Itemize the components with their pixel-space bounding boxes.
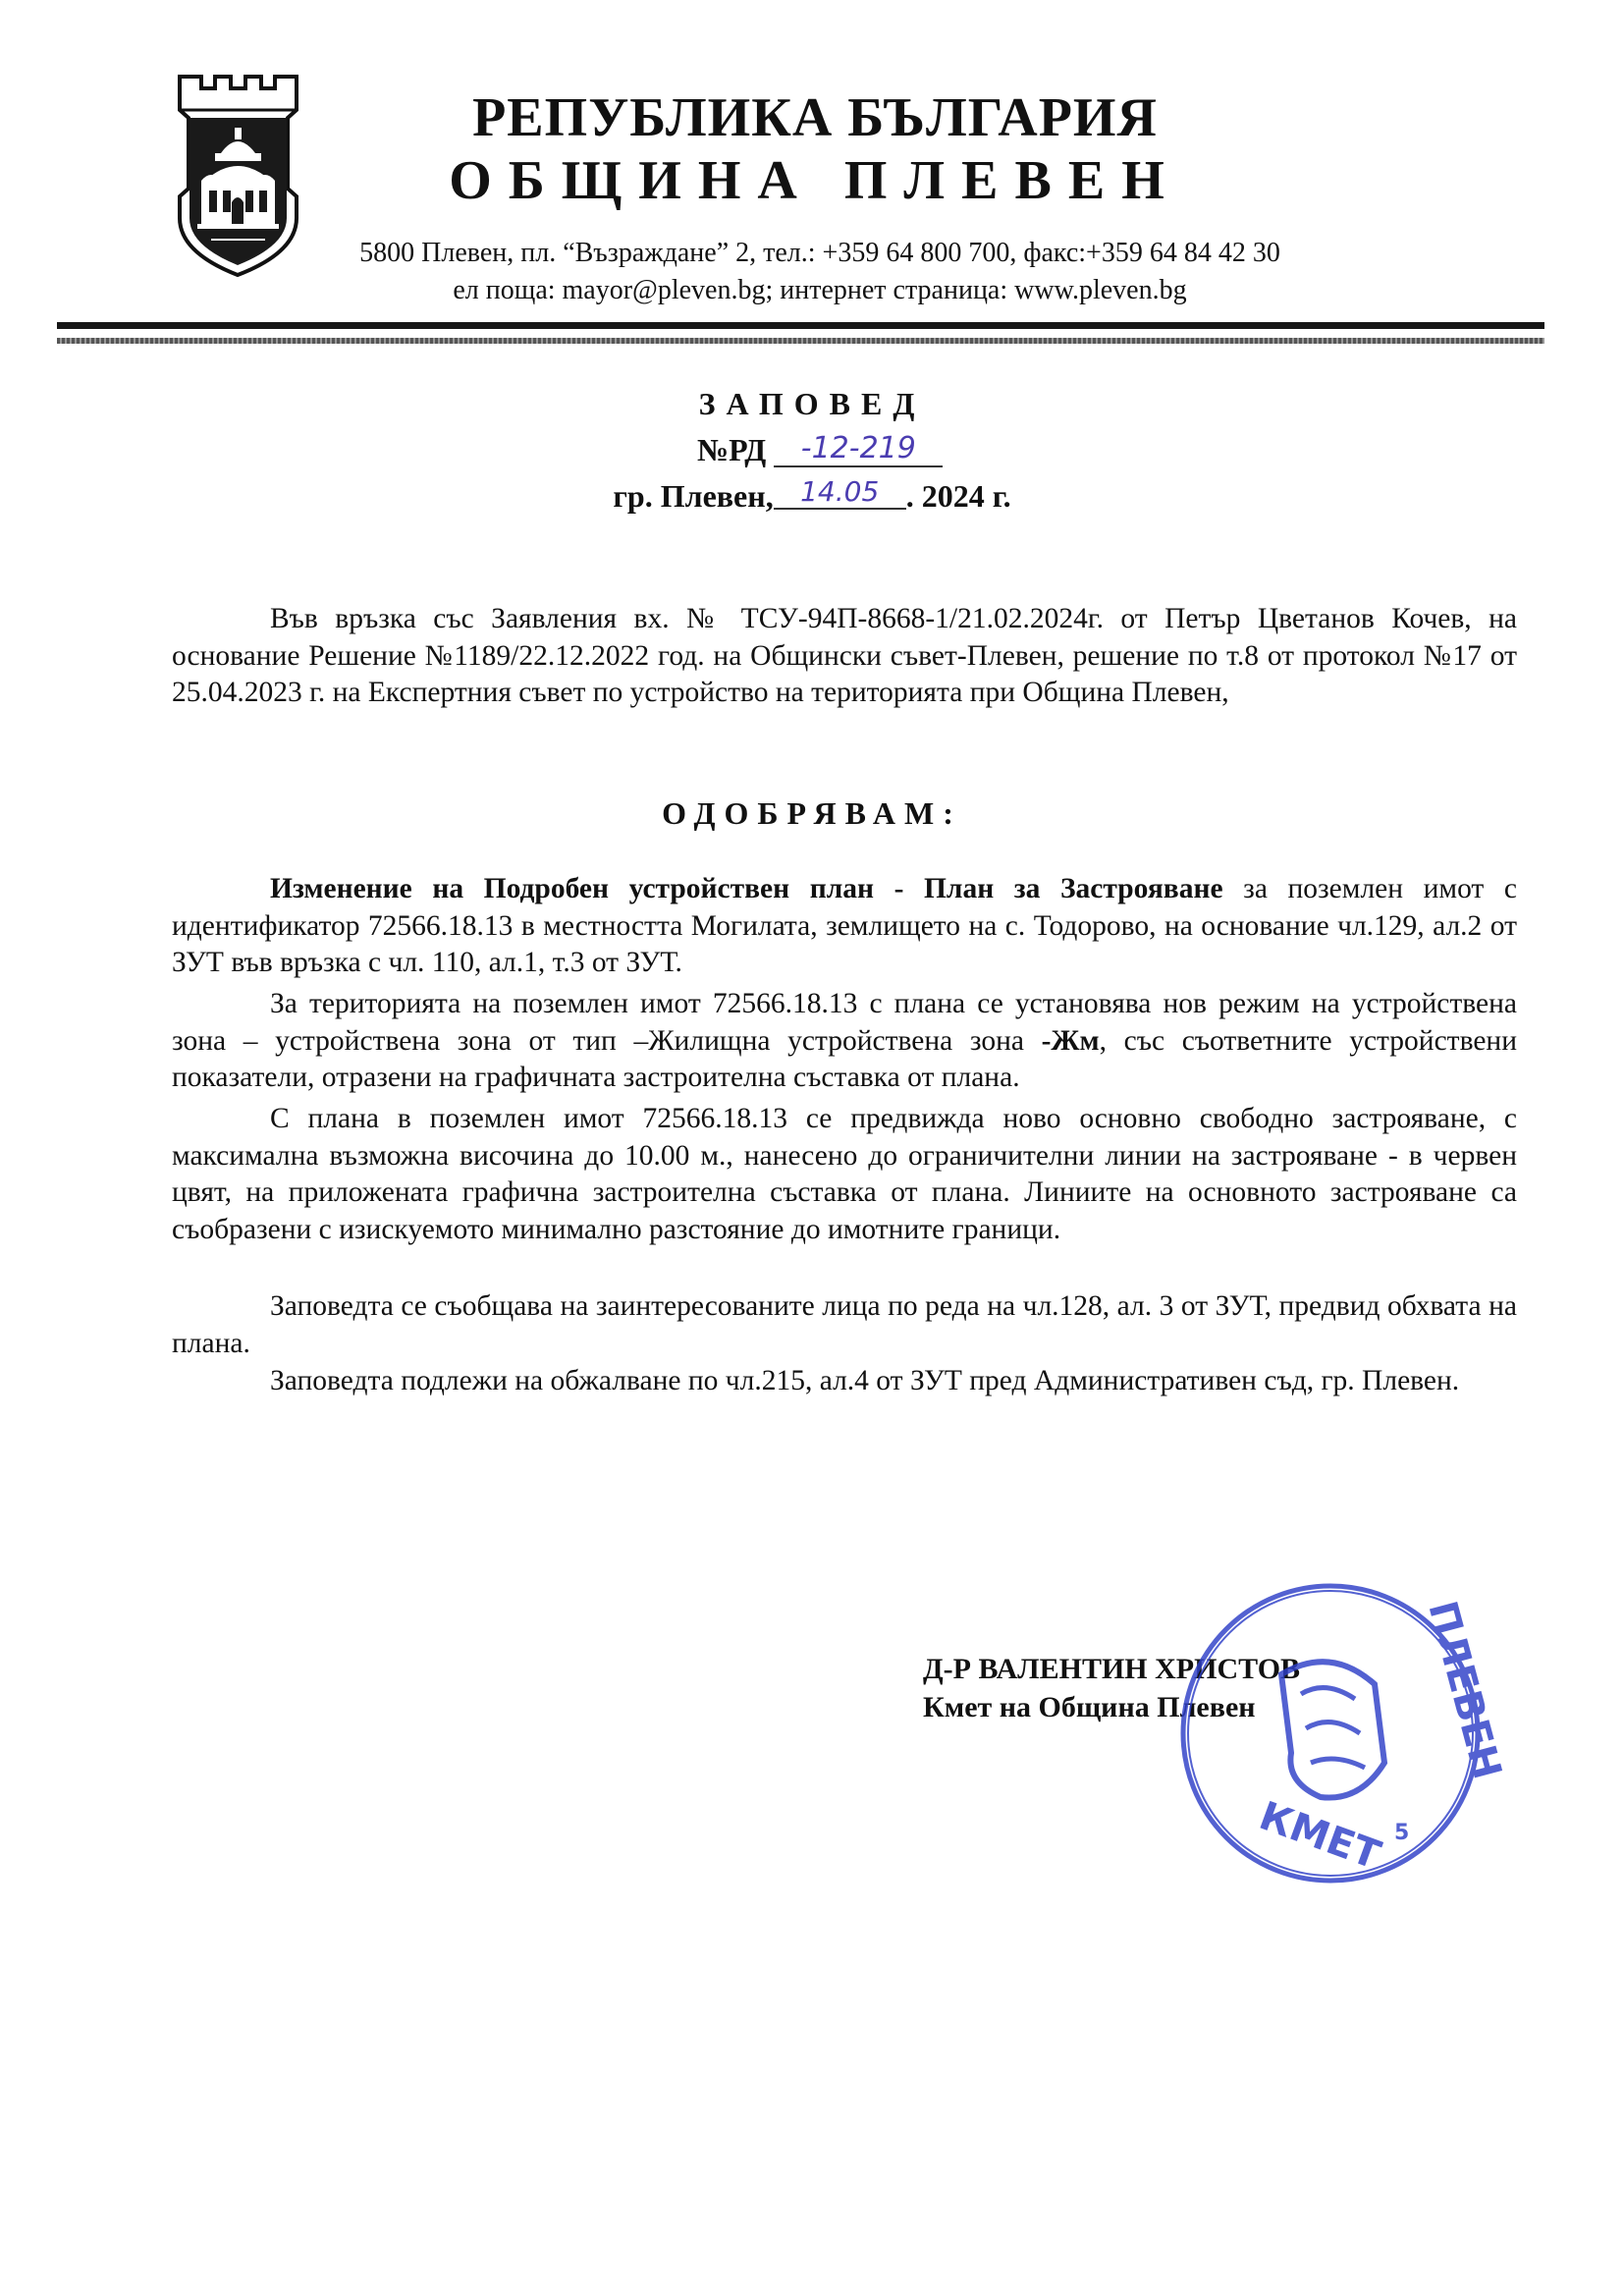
appeal-paragraph: Заповедта подлежи на обжалване по чл.215, ал.4 от ЗУТ пред Административен съд, гр. Плевен. <box>270 1365 1460 1396</box>
official-stamp-icon <box>1164 1566 1510 1890</box>
stamp-text-top: ПЛЕВЕН <box>1419 1596 1510 1784</box>
order-number-prefix: №РД <box>697 432 767 467</box>
order-year: . 2024 г. <box>905 478 1011 514</box>
order-place: гр. Плевен, <box>613 478 774 514</box>
header-divider <box>57 322 1544 329</box>
order-number-handwritten: -12-219 <box>774 431 943 467</box>
signatory-name: Д-Р ВАЛЕНТИН ХРИСТОВ <box>923 1653 1301 1685</box>
signatory-position: Кмет на Община Плевен <box>923 1691 1256 1723</box>
approval-details: за поземлен имот с идентификатор 72566.18.13 в местността Могилата, землището на с. Тодорово, на основание чл.129, ал.2 от ЗУТ във връзка с чл. 110, ал.1, т.3 от ЗУТ. <box>172 873 1517 978</box>
header-country: РЕПУБЛИКА БЪЛГАРИЯ <box>472 87 1158 148</box>
zone-text-before: За територията на поземлен имот 72566.18.13 с плана се установява нов режим на устройствена зона – устройствена зона от тип –Жилищна устройствена зона <box>172 988 1517 1057</box>
order-date-handwritten: 14.05 <box>774 475 906 510</box>
header-municipality: ОБЩИНА ПЛЕВЕН <box>449 150 1181 211</box>
stamp-number: 5 <box>1394 1821 1410 1845</box>
header-contact: ел поща: mayor@pleven.bg; интернет страница: www.pleven.bg <box>453 275 1187 305</box>
header-address: 5800 Плевен, пл. “Възраждане” 2, тел.: +359 64 800 700, факс:+359 64 84 42 30 <box>359 238 1280 268</box>
stamp-text-bottom: КМЕТ <box>1253 1793 1386 1879</box>
zone-paragraph <box>172 986 1517 1097</box>
order-number-line <box>697 432 943 470</box>
approval-subject: Изменение на Подробен устройствен план - План за Застрояване <box>270 873 1223 904</box>
notification-paragraph: Заповедта се съобщава на заинтересованите лица по реда на чл.128, ал. 3 от ЗУТ, предвид обхвата на плана. <box>172 1290 1517 1359</box>
order-date-line <box>0 475 1624 516</box>
approval-paragraph <box>172 871 1517 982</box>
preamble-paragraph: Във връзка със Заявления вх. № ТСУ-94П-8668-1/21.02.2024г. от Петър Цветанов Кочев, на основание Решение №1189/22.12.2022 год. на Общински съвет-Плевен, решение по т.8 от протокол №17 от 25.04.2023 г. на Експертния съвет по устройство на територията при Община Плевен, <box>172 603 1517 708</box>
zone-text-after: , със съответните устройствени показатели, отразени на графичната застроителна съставка от плана. <box>172 1024 1517 1093</box>
building-paragraph: С плана в поземлен имот 72566.18.13 се предвижда ново основно свободно застрояване, с максимална възможна височина до 10.00 м., нанесено до ограничителни линии на застрояване - в червен цвят, на приложената графична застроителна съставка от плана. Линиите на основното застрояване са съобразени с изискуемото минимално разстояние до имотните граници. <box>172 1103 1517 1245</box>
zone-code: -Жм <box>1041 1024 1100 1057</box>
header-divider-thin <box>57 338 1544 344</box>
approve-heading: ОДОБРЯВАМ: <box>662 795 962 831</box>
order-title: ЗАПОВЕД <box>698 386 926 421</box>
